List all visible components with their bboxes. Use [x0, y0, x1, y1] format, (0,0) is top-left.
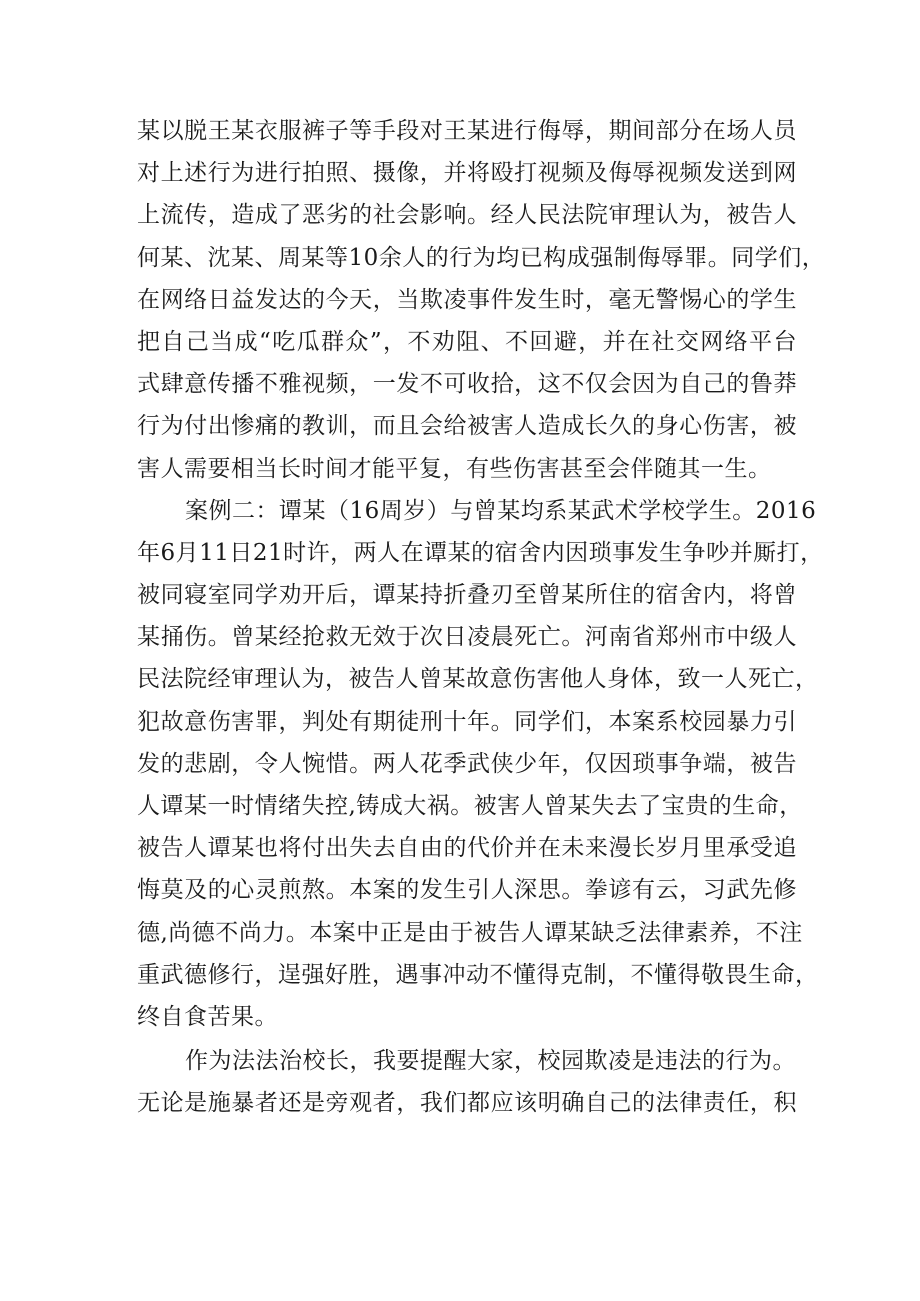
text-line: 悔莫及的心灵煎熬。本案的发生引人深思。拳谚有云，习武先修: [137, 877, 797, 904]
paragraph-case-one-continuation: [137, 110, 826, 490]
text-line: 重武德修行，逞强好胜，遇事冲动不懂得克制，不懂得敬畏生命，: [137, 961, 819, 988]
text-line: 在网络日益发达的今天，当欺凌事件发生时，毫无警惕心的学生: [137, 286, 797, 313]
text-line: 犯故意伤害罪，判处有期徒刑十年。同学们，本案系校园暴力引: [137, 708, 797, 735]
text-line: 上流传，造成了恶劣的社会影响。经人民法院审理认为，被告人: [137, 202, 797, 229]
text-line: 人谭某一时情绪失控,铸成大祸。被害人曾某失去了宝贵的生命，: [137, 793, 803, 819]
paragraph-case-two: [137, 490, 824, 1038]
text-line: 某以脱王某衣服裤子等手段对王某进行侮辱，期间部分在场人员: [137, 118, 797, 144]
text-line: 民法院经审理认为，被告人曾某故意伤害他人身体，致一人死亡，: [137, 666, 819, 693]
text-line: 终自食苦果。: [137, 1003, 278, 1030]
text-line: 害人需要相当长时间才能平复，有些伤害甚至会伴随其一生。: [137, 455, 772, 482]
paragraph-principal-reminder: [137, 1040, 797, 1124]
text-line: 被同寝室同学劝开后，谭某持折叠刃至曾某所住的宿舍内，将曾: [137, 582, 797, 609]
text-line: 发的悲剧，令人惋惜。两人花季武侠少年，仅因琐事争端，被告: [137, 750, 797, 777]
text-line: 作为法法治校长，我要提醒大家，校园欺凌是违法的行为。: [185, 1048, 796, 1075]
text-line: 行为付出惨痛的教训，而且会给被害人造成长久的身心伤害，被: [137, 413, 797, 440]
text-line: 式肆意传播不雅视频，一发不可收拾，这不仅会因为自己的鲁莽: [137, 371, 797, 398]
text-line: 某捅伤。曾某经抢救无效于次日凌晨死亡。河南省郑州市中级人: [137, 624, 797, 651]
text-line: 德,尚德不尚力。本案中正是由于被告人谭某缺乏法律素养，不注: [137, 919, 803, 946]
text-line: 无论是施暴者还是旁观者，我们都应该明确自己的法律责任，积: [137, 1090, 797, 1117]
body-text: [137, 110, 826, 1125]
text-line: 年6月11日21时许，两人在谭某的宿舍内因琐事发生争吵并厮打，: [137, 539, 824, 566]
text-line: 被告人谭某也将付出失去自由的代价并在未来漫长岁月里承受追: [137, 835, 797, 862]
text-line: 对上述行为进行拍照、摄像，并将殴打视频及侮辱视频发送到网: [137, 160, 797, 187]
text-line: 案例二：谭某（16周岁）与曾某均系某武术学校学生。2016: [185, 497, 817, 524]
text-line: 把自己当成“吃瓜群众”，不劝阻、不回避，并在社交网络平台: [137, 328, 797, 355]
text-line: 何某、沈某、周某等10余人的行为均已构成强制侮辱罪。同学们，: [137, 244, 826, 271]
